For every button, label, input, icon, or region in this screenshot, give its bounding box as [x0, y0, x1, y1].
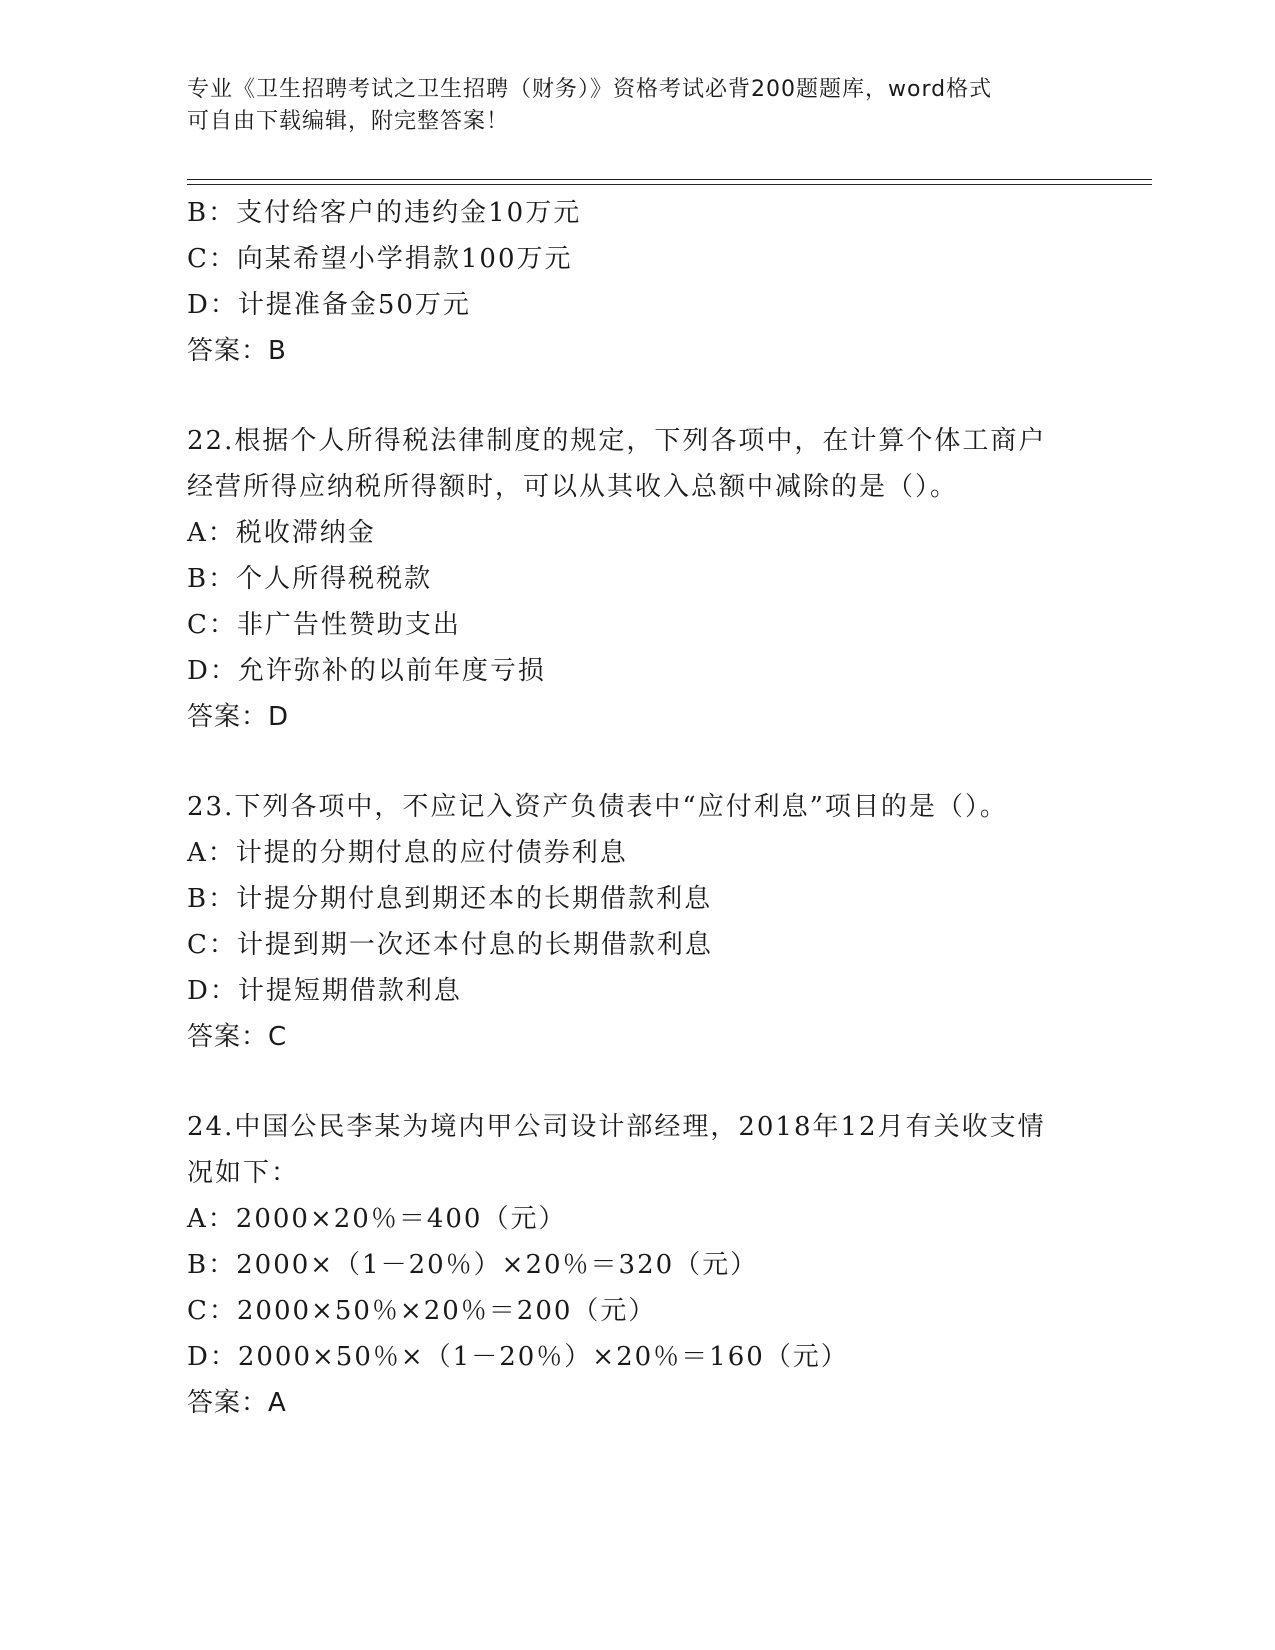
header-line-2: 可自由下载编辑，附完整答案！: [187, 109, 510, 134]
option-b: B：计提分期付息到期还本的长期借款利息: [187, 884, 713, 914]
answer: 答案：B: [187, 336, 287, 366]
question-stem: 24.中国公民李某为境内甲公司设计部经理，2018年12月有关收支情: [187, 1112, 1046, 1142]
spacer: [187, 740, 1087, 784]
document-body: [187, 190, 1087, 1426]
question-stem-continued: 况如下：: [187, 1158, 300, 1188]
answer: 答案：C: [187, 1022, 288, 1052]
option-c: C：非广告性赞助支出: [187, 610, 461, 640]
option-b: B：支付给客户的违约金10万元: [187, 198, 582, 228]
option-c: C：计提到期一次还本付息的长期借款利息: [187, 930, 713, 960]
option-d: D：计提短期借款利息: [187, 976, 462, 1006]
option-b: B：2000×（1－20％）×20％＝320（元）: [187, 1250, 759, 1280]
question-21-tail: [187, 190, 1087, 374]
question-22: [187, 418, 1087, 740]
question-stem-continued: 经营所得应纳税所得额时，可以从其收入总额中减除的是（）。: [187, 472, 959, 502]
header-divider-bottom: [187, 184, 1152, 185]
option-d: D：计提准备金50万元: [187, 290, 471, 320]
option-c: C：向某希望小学捐款100万元: [187, 244, 573, 274]
question-stem: 22.根据个人所得税法律制度的规定，下列各项中，在计算个体工商户: [187, 426, 1047, 456]
spacer: [187, 1060, 1087, 1104]
option-c: C：2000×50％×20％＝200（元）: [187, 1296, 657, 1326]
option-a: A：税收滞纳金: [187, 518, 376, 548]
document-header: [187, 74, 1067, 138]
header-divider-top: [187, 179, 1152, 180]
option-b: B：个人所得税税款: [187, 564, 433, 594]
question-stem: 23.下列各项中，不应记入资产负债表中“应付利息”项目的是（）。: [187, 792, 1008, 822]
header-line-1: 专业《卫生招聘考试之卫生招聘（财务）》资格考试必背200题题库，word格式: [187, 77, 993, 102]
question-24: [187, 1104, 1087, 1426]
answer: 答案：D: [187, 702, 290, 732]
question-23: [187, 784, 1087, 1060]
spacer: [187, 374, 1087, 418]
option-a: A：计提的分期付息的应付债券利息: [187, 838, 628, 868]
option-d: D：2000×50％×（1－20％）×20％＝160（元）: [187, 1342, 849, 1372]
option-d: D：允许弥补的以前年度亏损: [187, 656, 546, 686]
answer: 答案：A: [187, 1388, 287, 1418]
option-a: A：2000×20％＝400（元）: [187, 1204, 567, 1234]
